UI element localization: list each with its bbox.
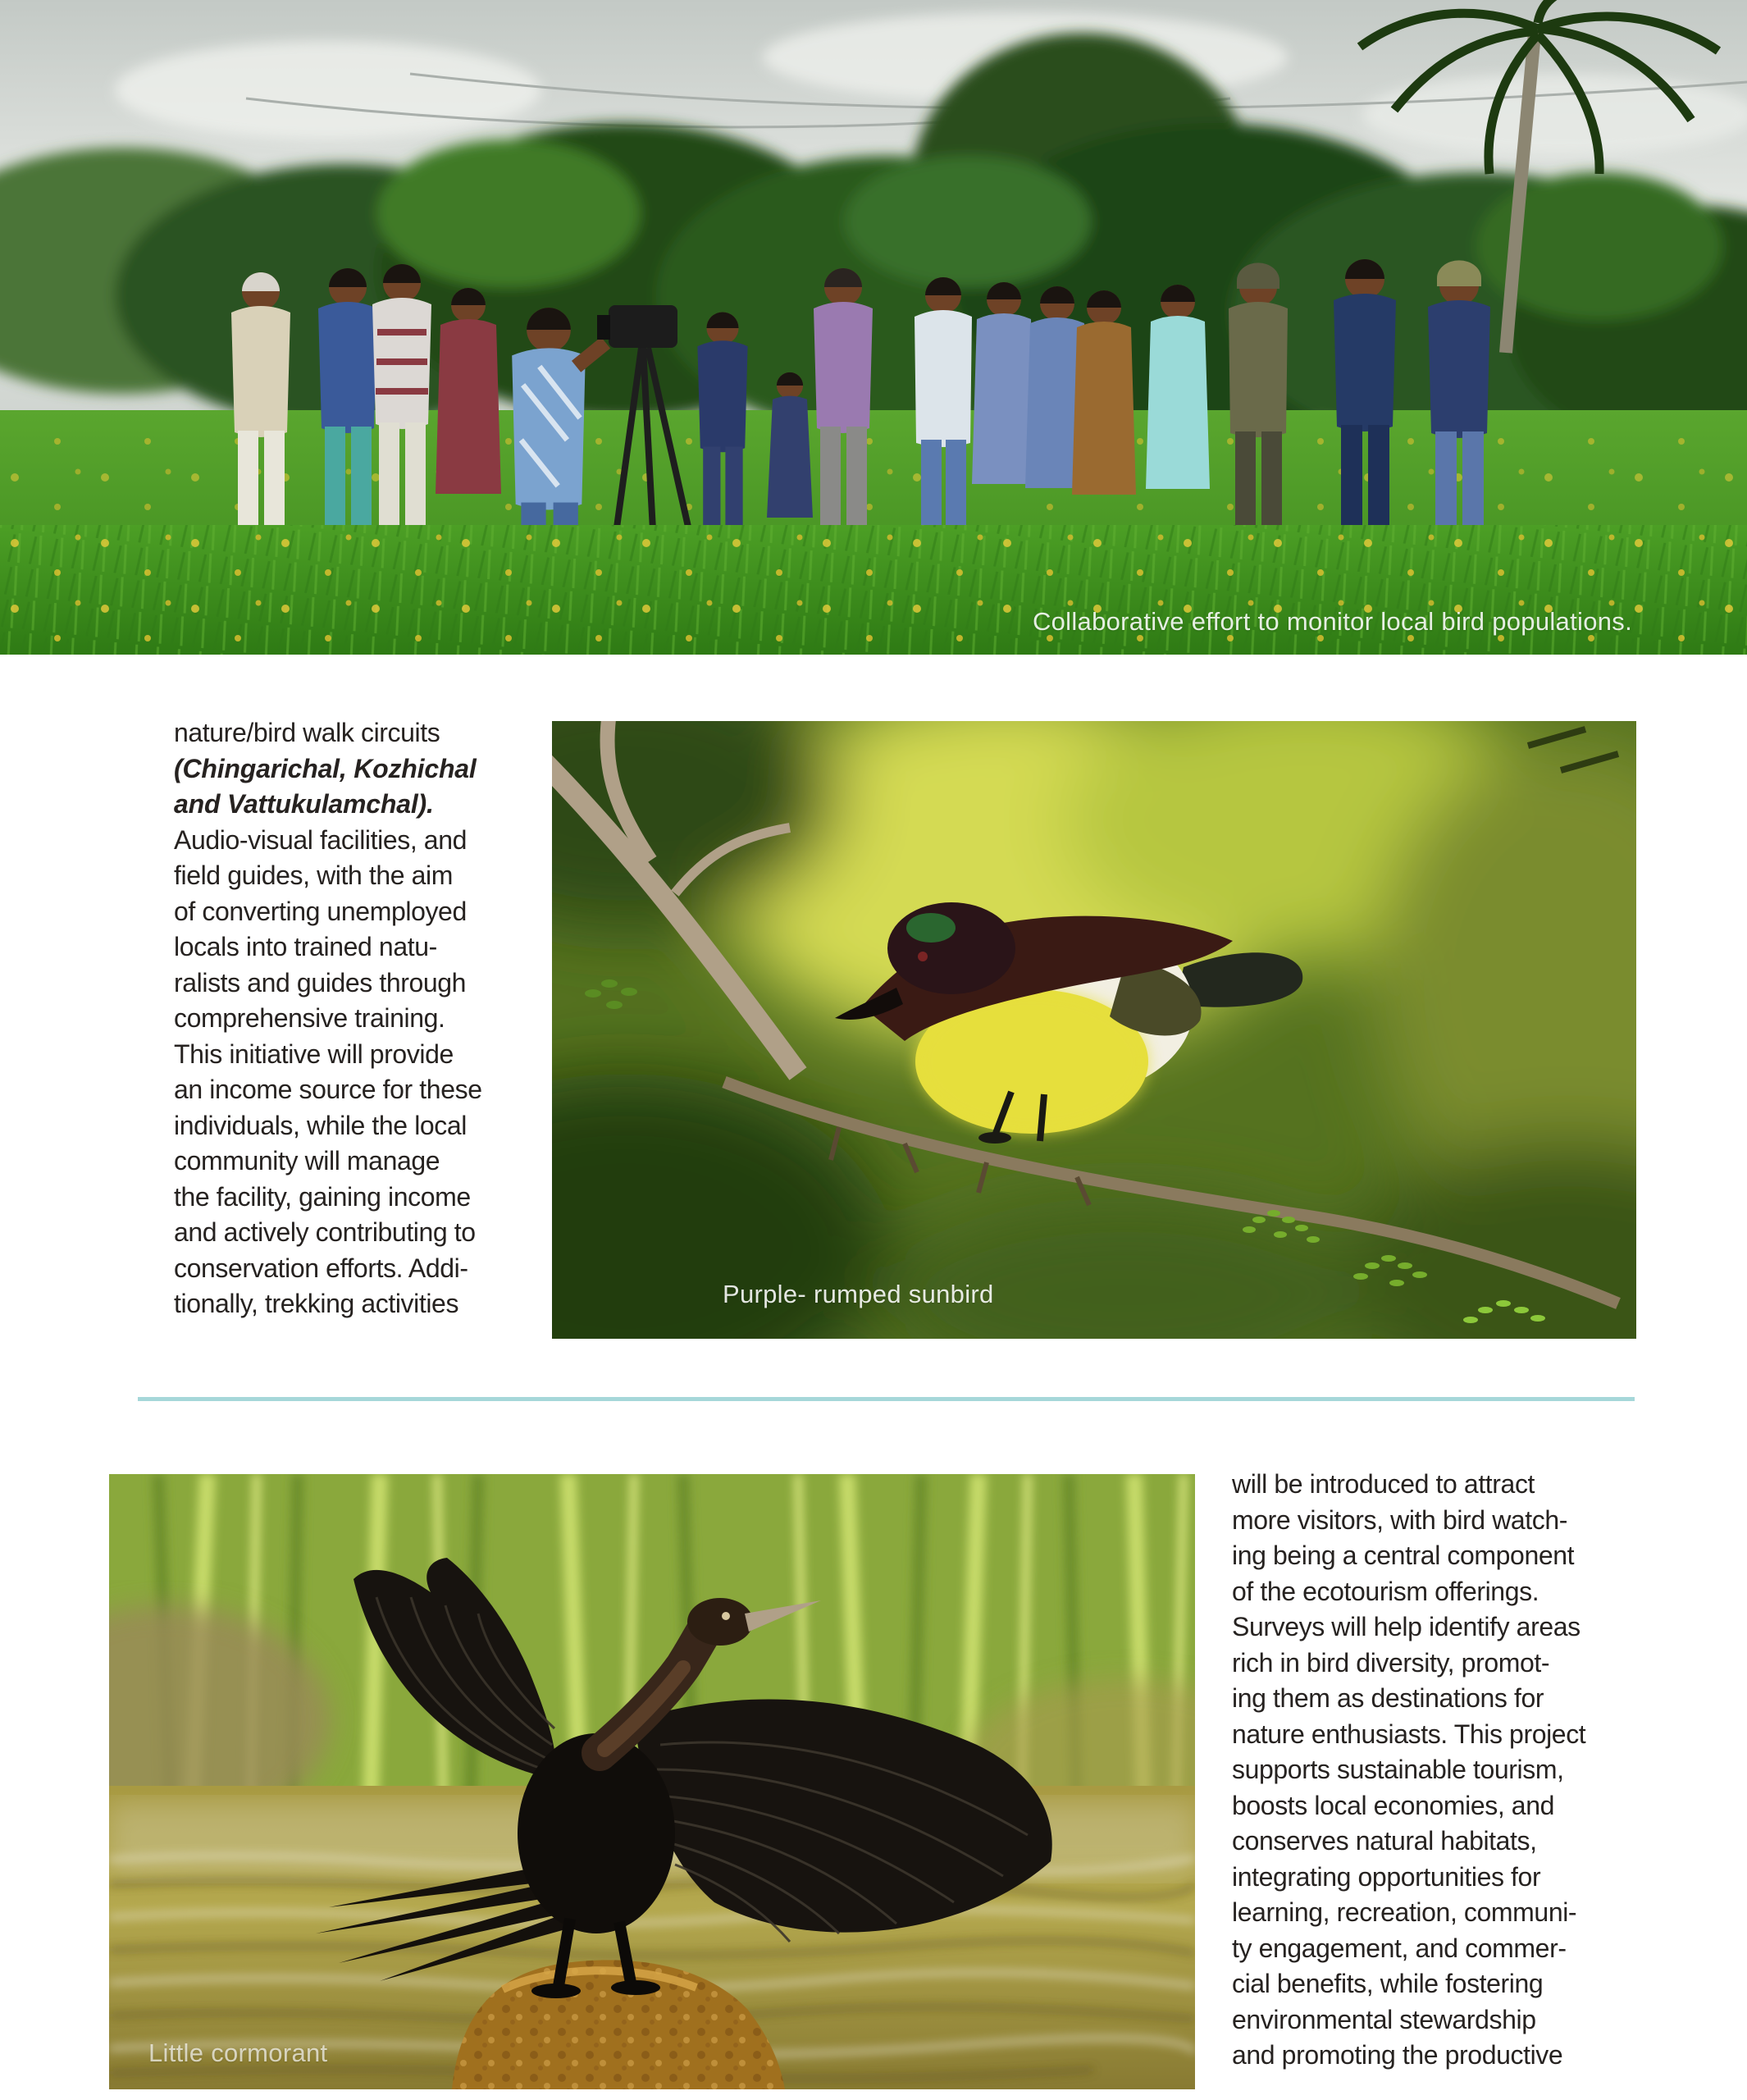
text-line: an income source for these [174, 1075, 482, 1104]
text-line: cial benefits, while fostering [1232, 1969, 1544, 1998]
text-line: of the ecotourism offerings. [1232, 1576, 1539, 1606]
text-line: conservation efforts. Addi- [174, 1253, 468, 1283]
text-line: ing being a central component [1232, 1541, 1575, 1570]
text-line: ty engagement, and commer- [1232, 1933, 1567, 1963]
cormorant-photo-caption: Little cormorant [148, 2038, 328, 2067]
group-birdwatching-photo [0, 0, 1747, 655]
text-line: supports sustainable tourism, [1232, 1755, 1564, 1784]
sunbird-photo [552, 721, 1636, 1339]
text-line: nature enthusiasts. This project [1232, 1719, 1586, 1749]
sunbird-illustration [552, 721, 1636, 1339]
text-line: (Chingarichal, Kozhichal [174, 753, 477, 783]
text-line: Audio-visual facilities, and [174, 824, 467, 855]
text-line: learning, recreation, communi- [1232, 1897, 1577, 1927]
section-divider [138, 1397, 1635, 1401]
cormorant-illustration [109, 1474, 1195, 2089]
top-photo-caption: Collaborative effort to monitor local bird populations. [1032, 607, 1632, 636]
text-line: will be introduced to attract [1232, 1469, 1535, 1499]
text-line: more visitors, with bird watch- [1232, 1504, 1568, 1535]
text-line: and Vattukulamchal). [174, 789, 434, 819]
text-line: the facility, gaining income [174, 1181, 471, 1212]
text-line: and promoting the productive [1232, 2040, 1563, 2070]
text-line: integrating opportunities for [1232, 1861, 1541, 1892]
text-line: This initiative will provide [174, 1039, 454, 1069]
text-line: locals into trained natu- [174, 932, 437, 961]
text-line: ing them as destinations for [1232, 1683, 1544, 1713]
text-line: conserves natural habitats, [1232, 1826, 1537, 1856]
text-line: individuals, while the local [174, 1110, 468, 1140]
text-line: field guides, with the aim [174, 861, 454, 890]
group-photo-illustration [0, 0, 1747, 655]
sunbird-photo-caption: Purple- rumped sunbird [723, 1280, 994, 1308]
right-text-column [1232, 1467, 1585, 2074]
text-line: boosts local economies, and [1232, 1790, 1554, 1820]
text-line: nature/bird walk circuits [174, 718, 440, 747]
cormorant-photo [109, 1474, 1195, 2089]
text-line: rich in bird diversity, promot- [1232, 1647, 1550, 1678]
left-text-column [174, 715, 482, 1322]
text-line: comprehensive training. [174, 1003, 445, 1033]
text-line: Surveys will help identify areas [1232, 1612, 1581, 1641]
text-line: environmental stewardship [1232, 2004, 1536, 2034]
text-line: tionally, trekking activities [174, 1289, 459, 1318]
text-line: ralists and guides through [174, 967, 467, 998]
text-line: of converting unemployed [174, 896, 467, 926]
text-line: community will manage [174, 1146, 440, 1176]
text-line: and actively contributing to [174, 1217, 476, 1247]
